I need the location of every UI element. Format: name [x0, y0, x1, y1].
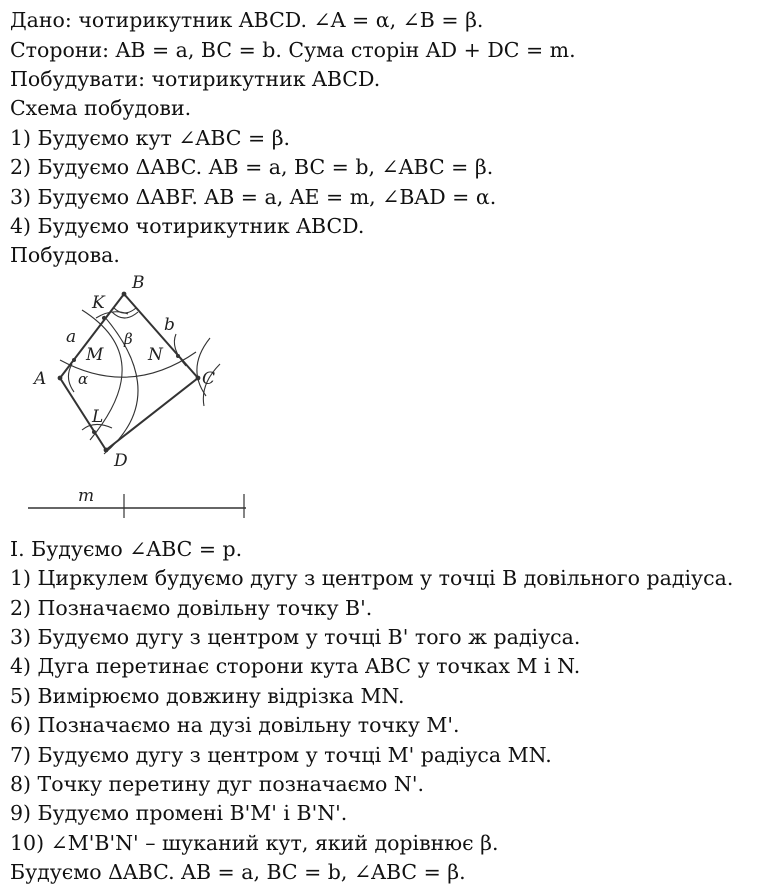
label-side-b: b	[164, 315, 175, 335]
given-line-2: Сторони: AB = a, BC = b. Сума сторін AD + DC = m.	[10, 38, 576, 62]
figure-svg	[20, 268, 260, 518]
label-alpha: α	[78, 370, 89, 388]
construction-figure	[20, 268, 260, 518]
part1-step-10: 10) ∠M'B'N' – шуканий кут, який дорівнює β.	[10, 831, 499, 855]
label-a: A	[34, 369, 47, 389]
point-d	[104, 448, 109, 453]
scheme-step-4: 4) Будуємо чотирикутник ABCD.	[10, 214, 365, 238]
part1-step-9: 9) Будуємо промені B'M' і B'N'.	[10, 801, 348, 825]
label-m: M	[86, 345, 104, 365]
label-c: C	[202, 369, 216, 389]
point-a	[58, 376, 63, 381]
point-b	[122, 292, 127, 297]
scheme-heading: Схема побудови.	[10, 96, 192, 120]
point-n	[176, 354, 180, 358]
part1-step-2: 2) Позначаємо довільну точку B'.	[10, 596, 373, 620]
label-l: L	[92, 407, 104, 427]
scheme-step-2: 2) Будуємо ΔABC. AB = a, BC = b, ∠ABC = β.	[10, 155, 494, 179]
part1-step-3: 3) Будуємо дугу з центром у точці B' того ж радіуса.	[10, 625, 581, 649]
construction-heading: Побудова.	[10, 243, 120, 267]
scheme-step-3: 3) Будуємо ΔABF. AB = a, AE = m, ∠BAD = α.	[10, 185, 497, 209]
point-m	[72, 358, 76, 362]
label-d: D	[114, 451, 128, 471]
part1-step-8: 8) Точку перетину дуг позначаємо N'.	[10, 772, 424, 796]
part1-step-5: 5) Вимірюємо довжину відрізка MN.	[10, 684, 405, 708]
part1-step-6: 6) Позначаємо на дузі довільну точку M'.	[10, 713, 460, 737]
label-m-segment: m	[78, 486, 95, 506]
label-side-a: a	[66, 327, 77, 347]
point-k	[102, 316, 106, 320]
part1-step-1: 1) Циркулем будуємо дугу з центром у точці B довільного радіуса.	[10, 566, 734, 590]
point-l	[92, 430, 96, 434]
part1-heading: І. Будуємо ∠ABC = p.	[10, 537, 243, 561]
part1-step-4: 4) Дуга перетинає сторони кута ABC у точках M і N.	[10, 654, 581, 678]
label-beta: β	[124, 330, 133, 348]
label-b: B	[132, 273, 145, 293]
label-k: K	[92, 293, 105, 313]
given-line-3: Побудувати: чотирикутник ABCD.	[10, 67, 381, 91]
angle-alpha-mark	[68, 364, 74, 392]
part1-step-7: 7) Будуємо дугу з центром у точці M' радіуса MN.	[10, 743, 552, 767]
point-c	[196, 376, 201, 381]
given-line-1: Дано: чотирикутник ABCD. ∠A = α, ∠B = β.	[10, 8, 484, 32]
side-bc	[124, 294, 198, 378]
arc-big	[104, 316, 138, 454]
part1-footer: Будуємо ΔABC. AB = a, BC = b, ∠ABC = β.	[10, 860, 466, 884]
scheme-step-1: 1) Будуємо кут ∠ABC = β.	[10, 126, 291, 150]
label-n: N	[148, 345, 163, 365]
